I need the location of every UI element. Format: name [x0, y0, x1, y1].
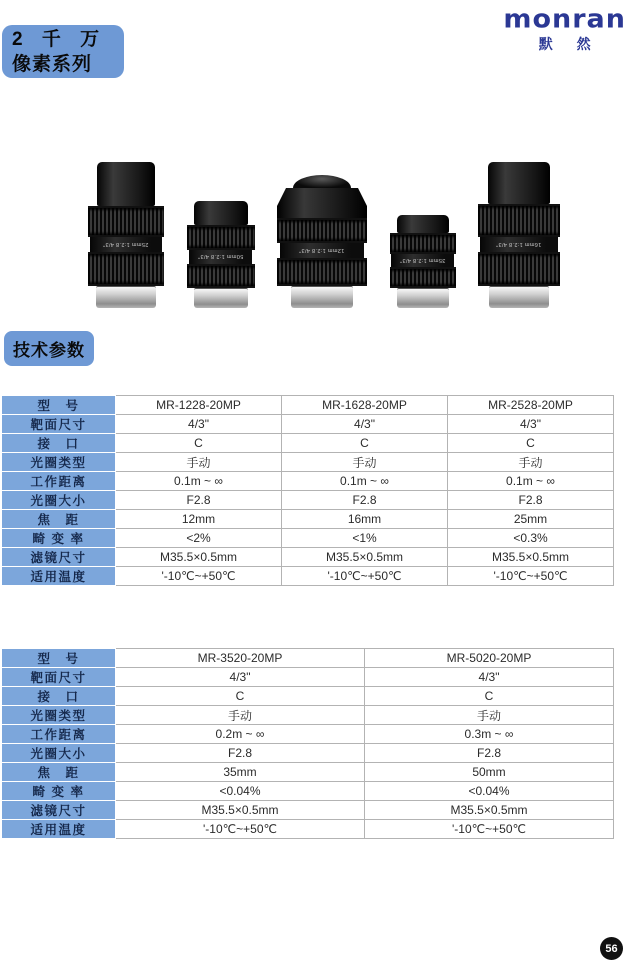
spec-value-cell: <1% [282, 529, 448, 548]
lens-aperture-ring [277, 258, 367, 286]
spec-row-label: 畸 变 率 [2, 782, 116, 801]
spec-value-cell: F2.8 [365, 744, 614, 763]
lens-c-mount [291, 286, 353, 308]
lens-hood [277, 188, 367, 218]
spec-row-label: 适用温度 [2, 820, 116, 839]
spec-value-cell: 手动 [116, 453, 282, 472]
series-badge [2, 25, 124, 78]
brand-logo-text: monran [503, 4, 626, 35]
spec-value-cell: C [448, 434, 614, 453]
spec-value-cell: 手动 [365, 706, 614, 725]
spec-row-label: 光圈类型 [2, 453, 116, 472]
spec-value-cell: 16mm [282, 510, 448, 529]
spec-row-label: 光圈大小 [2, 744, 116, 763]
spec-value-cell: 4/3" [116, 415, 282, 434]
lens-spec-band: 50mm 1:2.8 4/3" [189, 250, 253, 264]
spec-row [2, 706, 614, 725]
spec-value-cell: MR-1628-20MP [282, 396, 448, 415]
spec-value-cell: 25mm [448, 510, 614, 529]
lens-image-12mm [277, 175, 367, 308]
product-photo-lenses [88, 150, 560, 308]
spec-value-cell: C [116, 687, 365, 706]
spec-value-cell: F2.8 [116, 744, 365, 763]
spec-value-cell: M35.5×0.5mm [116, 801, 365, 820]
spec-row-label: 光圈大小 [2, 491, 116, 510]
lens-c-mount [194, 288, 248, 308]
spec-row-label: 工作距离 [2, 472, 116, 491]
lens-focus-ring [390, 233, 456, 254]
spec-row [2, 434, 614, 453]
spec-row-label: 型 号 [2, 396, 116, 415]
lens-aperture-ring [88, 252, 164, 286]
lens-barrel [97, 162, 155, 206]
spec-row [2, 510, 614, 529]
spec-value-cell: MR-1228-20MP [116, 396, 282, 415]
lens-image-50mm [187, 201, 255, 308]
lens-image-35mm [390, 215, 456, 308]
lens-aperture-ring [390, 267, 456, 288]
spec-value-cell: 0.3m ~ ∞ [365, 725, 614, 744]
spec-row-label: 靶面尺寸 [2, 415, 116, 434]
spec-row-label: 靶面尺寸 [2, 668, 116, 687]
brand-logo [503, 6, 626, 54]
spec-row [2, 687, 614, 706]
lens-barrel [488, 162, 550, 204]
spec-row-label: 接 口 [2, 687, 116, 706]
spec-value-cell: 0.1m ~ ∞ [282, 472, 448, 491]
spec-value-cell: 4/3" [448, 415, 614, 434]
spec-row [2, 649, 614, 668]
spec-value-cell: '-10℃~+50℃ [282, 567, 448, 586]
lens-aperture-ring [478, 252, 560, 286]
spec-value-cell: C [116, 434, 282, 453]
brand-logo-chinese: 默 然 [538, 36, 601, 52]
spec-value-cell: '-10℃~+50℃ [116, 567, 282, 586]
lens-barrel [397, 215, 449, 233]
spec-row-label: 畸 变 率 [2, 529, 116, 548]
lens-spec-band: 16mm 1:2.8 4/3" [480, 237, 557, 252]
spec-value-cell: 0.2m ~ ∞ [116, 725, 365, 744]
lens-c-mount [397, 288, 449, 308]
series-badge-line1: 2 千 万 [12, 29, 107, 50]
spec-row [2, 396, 614, 415]
spec-row-label: 滤镜尺寸 [2, 801, 116, 820]
spec-row [2, 763, 614, 782]
spec-row-label: 工作距离 [2, 725, 116, 744]
spec-value-cell: '-10℃~+50℃ [116, 820, 365, 839]
spec-value-cell: C [365, 687, 614, 706]
spec-value-cell: MR-5020-20MP [365, 649, 614, 668]
spec-row [2, 548, 614, 567]
lens-focus-ring [88, 206, 164, 237]
spec-row-label: 型 号 [2, 649, 116, 668]
spec-row [2, 529, 614, 548]
spec-value-cell: C [282, 434, 448, 453]
spec-value-cell: 50mm [365, 763, 614, 782]
spec-row [2, 782, 614, 801]
spec-row [2, 668, 614, 687]
spec-row-label: 焦 距 [2, 510, 116, 529]
spec-value-cell: MR-3520-20MP [116, 649, 365, 668]
spec-value-cell: <0.3% [448, 529, 614, 548]
spec-row [2, 820, 614, 839]
spec-row-label: 焦 距 [2, 763, 116, 782]
spec-value-cell: 12mm [116, 510, 282, 529]
lens-image-25mm [88, 162, 164, 308]
spec-table-12-16-25mm [1, 395, 614, 586]
spec-value-cell: <0.04% [116, 782, 365, 801]
spec-row-label: 接 口 [2, 434, 116, 453]
spec-value-cell: 0.1m ~ ∞ [448, 472, 614, 491]
spec-value-cell: F2.8 [448, 491, 614, 510]
spec-value-cell: M35.5×0.5mm [448, 548, 614, 567]
lens-focus-ring [478, 204, 560, 237]
spec-value-cell: <0.04% [365, 782, 614, 801]
spec-value-cell: 35mm [116, 763, 365, 782]
spec-row [2, 415, 614, 434]
spec-value-cell: <2% [116, 529, 282, 548]
page-number-badge: 56 [600, 937, 623, 960]
spec-value-cell: 手动 [116, 706, 365, 725]
spec-row [2, 453, 614, 472]
lens-spec-band: 25mm 1:2.8 4/3" [90, 237, 161, 252]
lens-spec-band: 35mm 1:2.8 4/3" [391, 254, 453, 267]
lens-aperture-ring [187, 264, 255, 288]
spec-table-35-50mm [1, 648, 614, 839]
spec-row-label: 滤镜尺寸 [2, 548, 116, 567]
spec-value-cell: M35.5×0.5mm [282, 548, 448, 567]
spec-row [2, 744, 614, 763]
section-label-tech-params: 技术参数 [4, 331, 94, 366]
spec-row [2, 567, 614, 586]
spec-value-cell: M35.5×0.5mm [365, 801, 614, 820]
spec-value-cell: 4/3" [116, 668, 365, 687]
spec-value-cell: 0.1m ~ ∞ [116, 472, 282, 491]
spec-value-cell: M35.5×0.5mm [116, 548, 282, 567]
spec-value-cell: '-10℃~+50℃ [365, 820, 614, 839]
spec-value-cell: F2.8 [282, 491, 448, 510]
lens-spec-band: 12mm 1:2.8 4/3" [280, 243, 365, 258]
spec-row-label: 适用温度 [2, 567, 116, 586]
lens-barrel [194, 201, 248, 225]
spec-row [2, 725, 614, 744]
spec-row [2, 472, 614, 491]
lens-image-16mm [478, 162, 560, 308]
spec-value-cell: F2.8 [116, 491, 282, 510]
spec-row-label: 光圈类型 [2, 706, 116, 725]
spec-value-cell: MR-2528-20MP [448, 396, 614, 415]
lens-front-element [293, 175, 351, 188]
series-badge-line2: 像素系列 [12, 54, 93, 75]
spec-value-cell: 4/3" [365, 668, 614, 687]
lens-c-mount [96, 286, 156, 308]
spec-value-cell: 手动 [282, 453, 448, 472]
lens-c-mount [489, 286, 549, 308]
spec-value-cell: 手动 [448, 453, 614, 472]
spec-value-cell: '-10℃~+50℃ [448, 567, 614, 586]
lens-focus-ring [187, 225, 255, 250]
lens-focus-ring [277, 218, 367, 243]
spec-row [2, 801, 614, 820]
spec-row [2, 491, 614, 510]
spec-value-cell: 4/3" [282, 415, 448, 434]
